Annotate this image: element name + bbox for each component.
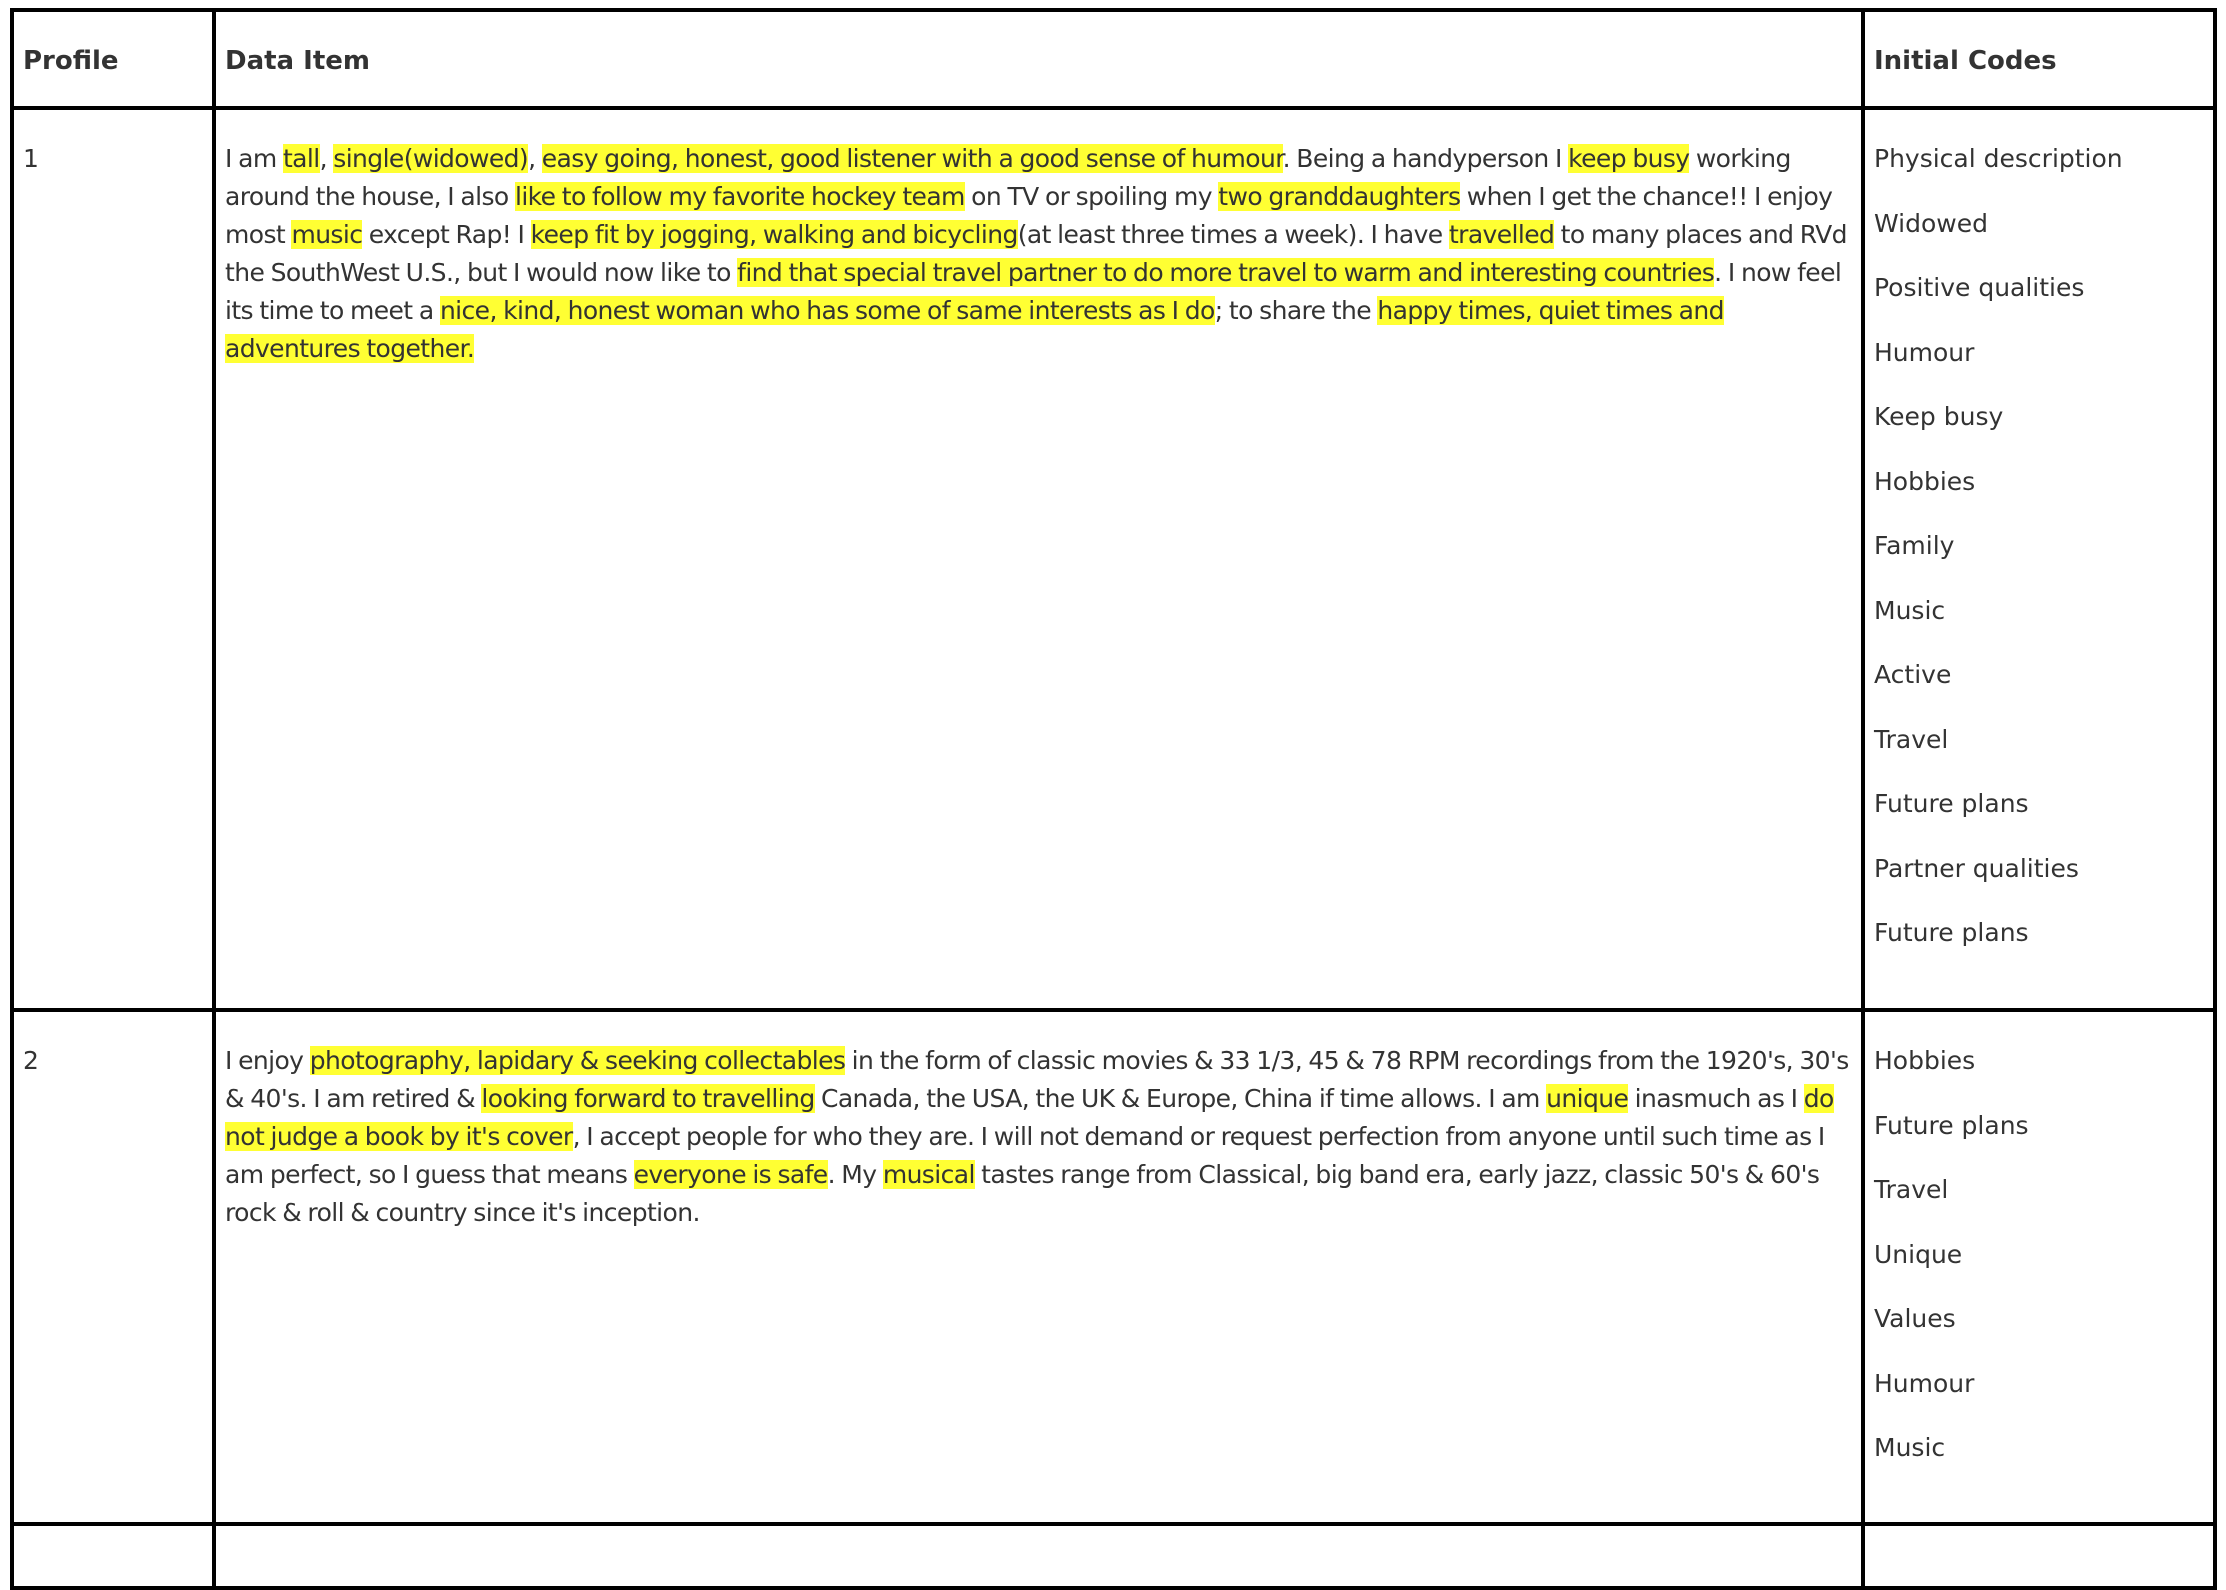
highlighted-phrase: everyone is safe — [633, 1160, 828, 1189]
profile-cell: 1 — [12, 108, 214, 1010]
highlighted-phrase: keep fit by jogging, walking and bicycling — [530, 220, 1018, 249]
initial-code: Physical description — [1874, 144, 2123, 173]
highlighted-phrase: musical — [882, 1160, 975, 1189]
highlighted-phrase: music — [291, 220, 363, 249]
initial-code: Future plans — [1874, 789, 2029, 818]
highlighted-phrase: looking forward to travelling — [481, 1084, 815, 1113]
text-segment: on TV or spoiling my — [964, 182, 1219, 211]
text-segment: . Being a handyperson I — [1282, 144, 1569, 173]
initial-code: Partner qualities — [1874, 853, 2079, 883]
highlighted-phrase: do not judge a book by it's cover — [225, 1084, 1834, 1151]
codes-cell — [1863, 108, 2215, 1010]
text-segment: when I get the chance!! I enjoy most — [225, 182, 1833, 249]
initial-code: Music — [1874, 1433, 1946, 1462]
highlighted-phrase: happy times, quiet times and adventures together. — [225, 296, 1724, 363]
initial-code: Travel — [1874, 1175, 1949, 1204]
text-segment: tastes range from Classical, big band era, early jazz, classic 50's & 60's rock & roll & country since it's inception. — [225, 1160, 1820, 1227]
table-row-partial — [12, 1524, 2215, 1588]
text-segment: , — [319, 144, 334, 173]
header-initial-codes: Initial Codes — [1863, 10, 2215, 108]
header-profile: Profile — [12, 10, 214, 108]
text-segment: , I accept people for who they are. I will not demand or request perfection from anyone until such time as I am perfect, so I guess that means — [225, 1122, 1825, 1189]
initial-code: Active — [1874, 660, 1952, 689]
table-row — [12, 1010, 2215, 1524]
highlighted-phrase: unique — [1546, 1084, 1629, 1113]
highlighted-phrase: single(widowed) — [333, 144, 529, 173]
highlighted-phrase: photography, lapidary & seeking collectables — [309, 1046, 846, 1075]
highlighted-phrase: like to follow my favorite hockey team — [514, 182, 965, 211]
initial-code: Keep busy — [1874, 402, 2004, 431]
header-row — [12, 10, 2215, 108]
initial-code: Positive qualities — [1874, 273, 2085, 302]
highlighted-phrase: tall — [282, 144, 320, 173]
text-segment: , — [528, 144, 542, 173]
profile-cell — [12, 1524, 214, 1588]
data-item-cell — [214, 1524, 1863, 1588]
text-segment: (at least three times a week). I have — [1017, 220, 1449, 249]
initial-code: Music — [1874, 595, 1946, 625]
codes-cell — [1863, 1524, 2215, 1588]
initial-code: Family — [1874, 531, 1955, 560]
initial-code: Humour — [1874, 337, 1975, 367]
initial-code: Hobbies — [1874, 466, 1976, 496]
highlighted-phrase: easy going, honest, good listener with a good sense of humour — [541, 144, 1283, 173]
text-segment: working around the house, I also — [225, 144, 1791, 211]
text-segment: Canada, the USA, the UK & Europe, China if time allows. I am — [814, 1084, 1547, 1113]
text-segment: ; to share the — [1214, 296, 1378, 325]
profile-cell: 2 — [12, 1010, 214, 1524]
text-segment: inasmuch as I — [1628, 1084, 1804, 1113]
codes-cell — [1863, 1010, 2215, 1524]
data-item-cell — [214, 1010, 1863, 1524]
highlighted-phrase: find that special travel partner to do more travel to warm and interesting countries — [737, 258, 1715, 287]
data-item-cell — [214, 108, 1863, 1010]
initial-code: Hobbies — [1874, 1046, 1976, 1075]
text-segment: I enjoy — [225, 1046, 310, 1075]
highlighted-phrase: travelled — [1448, 220, 1555, 249]
initial-code: Values — [1874, 1304, 1956, 1333]
highlighted-phrase: two granddaughters — [1218, 182, 1461, 211]
initial-code: Humour — [1874, 1368, 1975, 1398]
text-segment: in the form of classic movies & 33 1/3, 45 & 78 RPM recordings from the 1920's, 30's & 40's. I am retired & — [225, 1046, 1849, 1113]
highlighted-phrase: keep busy — [1568, 144, 1690, 173]
text-segment: to many places and RVd the SouthWest U.S., but I would now like to — [225, 220, 1847, 287]
initial-code: Future plans — [1874, 1110, 2029, 1140]
coding-table — [10, 8, 2217, 1590]
highlighted-phrase: nice, kind, honest woman who has some of same interests as I do — [439, 296, 1215, 325]
text-segment: I am — [225, 144, 283, 173]
initial-code: Travel — [1874, 724, 1949, 754]
initial-code: Widowed — [1874, 208, 1988, 238]
initial-code: Future plans — [1874, 918, 2029, 947]
text-segment: except Rap! I — [362, 220, 531, 249]
table-row — [12, 108, 2215, 1010]
text-segment: . I now feel its time to meet a — [225, 258, 1842, 325]
initial-code: Unique — [1874, 1239, 1963, 1269]
header-data-item: Data Item — [214, 10, 1863, 108]
text-segment: . My — [827, 1160, 883, 1189]
